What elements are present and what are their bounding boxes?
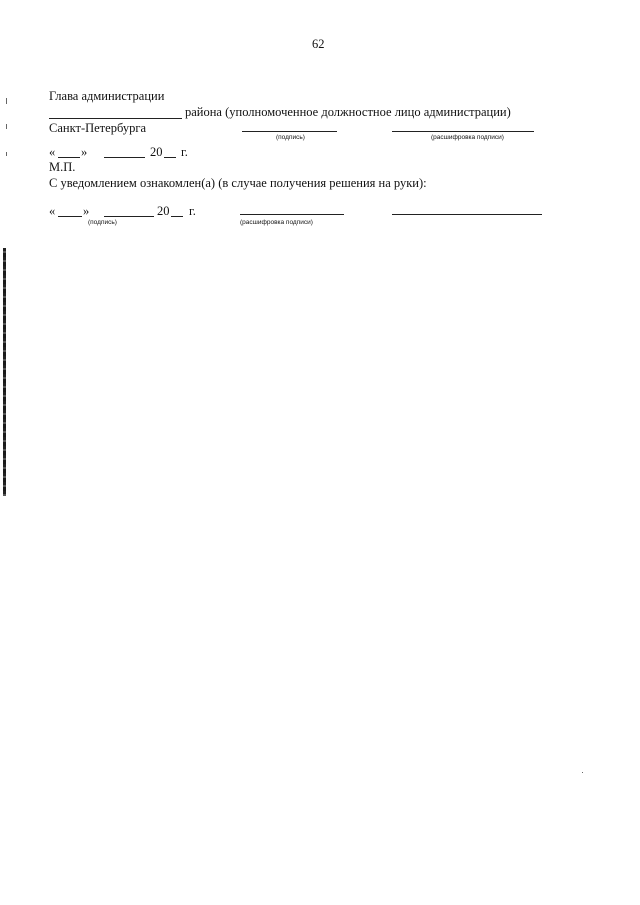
date-year-prefix-2: 20 bbox=[157, 204, 170, 218]
date-open-quote-1: « bbox=[49, 145, 56, 159]
date-close-quote-2: » bbox=[83, 204, 90, 218]
date-year-suffix-2: г. bbox=[189, 204, 196, 218]
scan-speck bbox=[6, 98, 7, 104]
page-number: 62 bbox=[312, 37, 325, 51]
transcript-caption-2: (расшифровка подписи) bbox=[240, 219, 313, 226]
transcript-line-2 bbox=[240, 214, 344, 215]
date-year-prefix-1: 20 bbox=[150, 145, 163, 159]
date-year-suffix-1: г. bbox=[181, 145, 188, 159]
date-open-quote-2: « bbox=[49, 204, 56, 218]
scan-speck bbox=[6, 124, 7, 129]
signature-caption-2: (подпись) bbox=[88, 219, 117, 226]
scan-speck bbox=[6, 152, 7, 156]
date-day-blank-2 bbox=[58, 216, 82, 217]
district-blank-line bbox=[49, 118, 182, 119]
date-day-blank-1 bbox=[58, 157, 80, 158]
transcript-line-1 bbox=[392, 131, 534, 132]
scan-edge-mark bbox=[3, 248, 6, 496]
date-year-blank-1 bbox=[164, 157, 176, 158]
signature-line-1 bbox=[242, 131, 337, 132]
date-year-blank-2 bbox=[171, 216, 183, 217]
district-role-text: района (уполномоченное должностное лицо администрации) bbox=[185, 105, 511, 119]
transcript-caption-1: (расшифровка подписи) bbox=[431, 134, 504, 141]
scan-speck bbox=[582, 772, 583, 773]
signature-caption-1: (подпись) bbox=[276, 134, 305, 141]
stamp-label: М.П. bbox=[49, 160, 76, 174]
date-month-blank-1 bbox=[104, 157, 145, 158]
date-close-quote-1: » bbox=[81, 145, 88, 159]
city-name: Санкт-Петербурга bbox=[49, 121, 147, 135]
date-month-blank-2 bbox=[104, 216, 154, 217]
head-title: Глава администрации bbox=[49, 89, 165, 103]
notice-text: С уведомлением ознакомлен(а) (в случае получения решения на руки): bbox=[49, 176, 427, 190]
signature-line-2 bbox=[392, 214, 542, 215]
